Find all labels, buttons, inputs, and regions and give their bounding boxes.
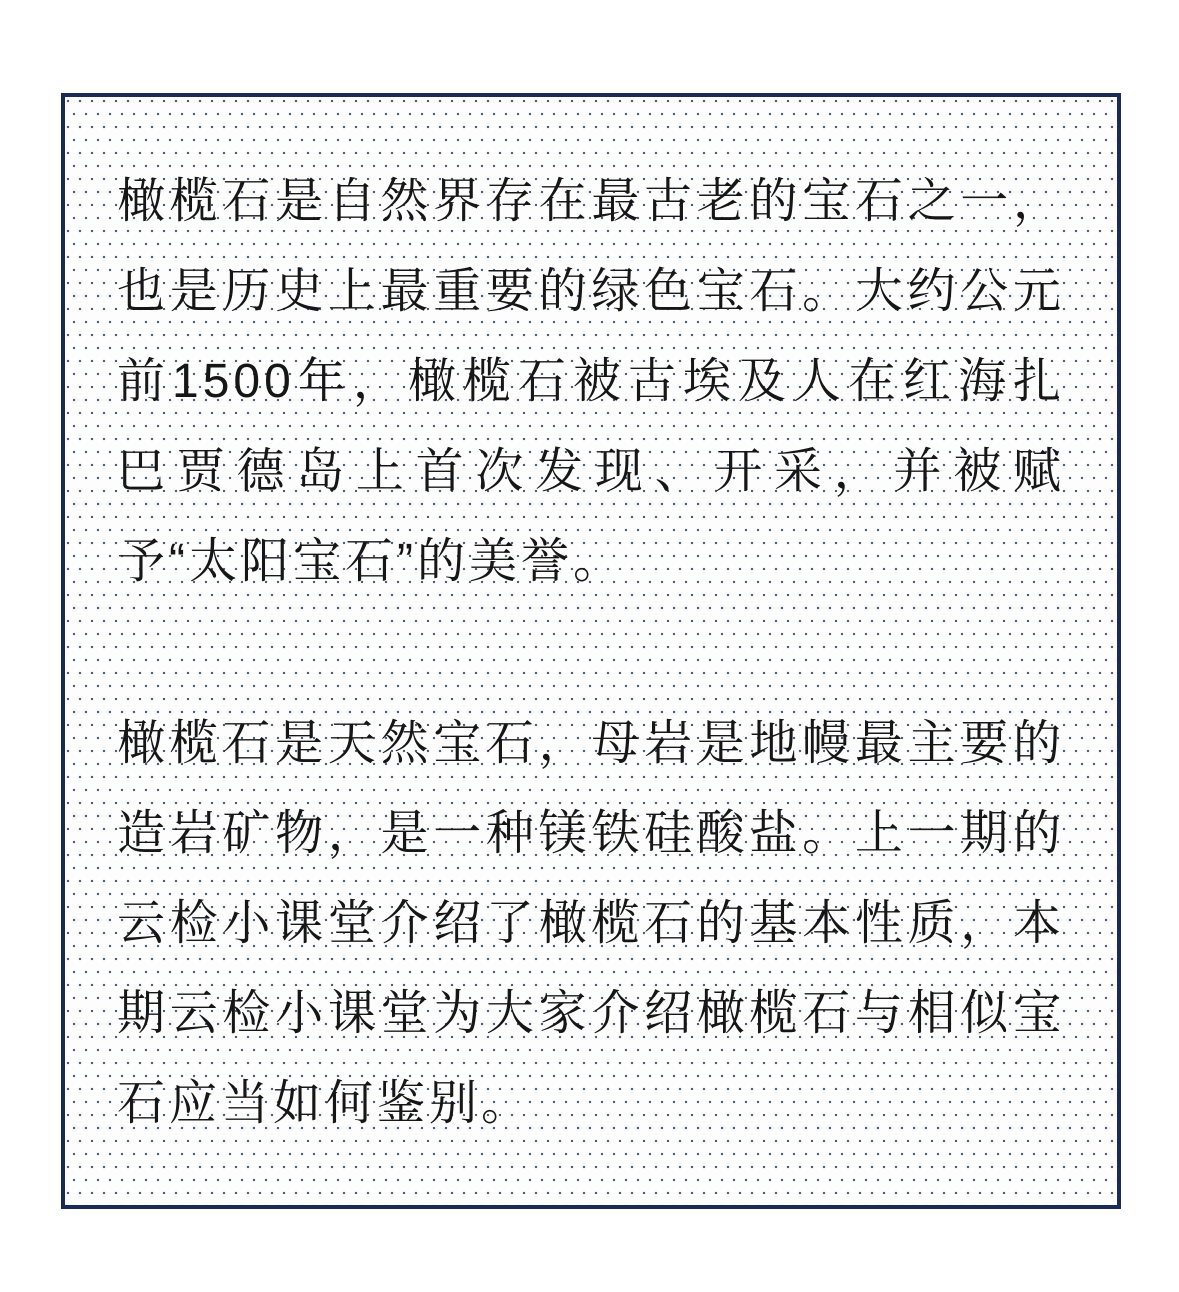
article-card [61, 93, 1121, 1209]
paragraph-olivine-history: 橄榄石是自然界存在最古老的宝石之一，也是历史上最重要的绿色宝石。大约公元前1500年，橄榄石被古埃及人在红海扎巴贾德岛上首次发现、开采，并被赋予“太阳宝石”的美誉。 [117, 175, 1065, 588]
paragraph-olivine-identification: 橄榄石是天然宝石，母岩是地幔最主要的造岩矿物，是一种镁铁硅酸盐。上一期的云检小课堂介绍了橄榄石的基本性质，本期云检小课堂为大家介绍橄榄石与相似宝石应当如何鉴别。 [117, 717, 1065, 1130]
